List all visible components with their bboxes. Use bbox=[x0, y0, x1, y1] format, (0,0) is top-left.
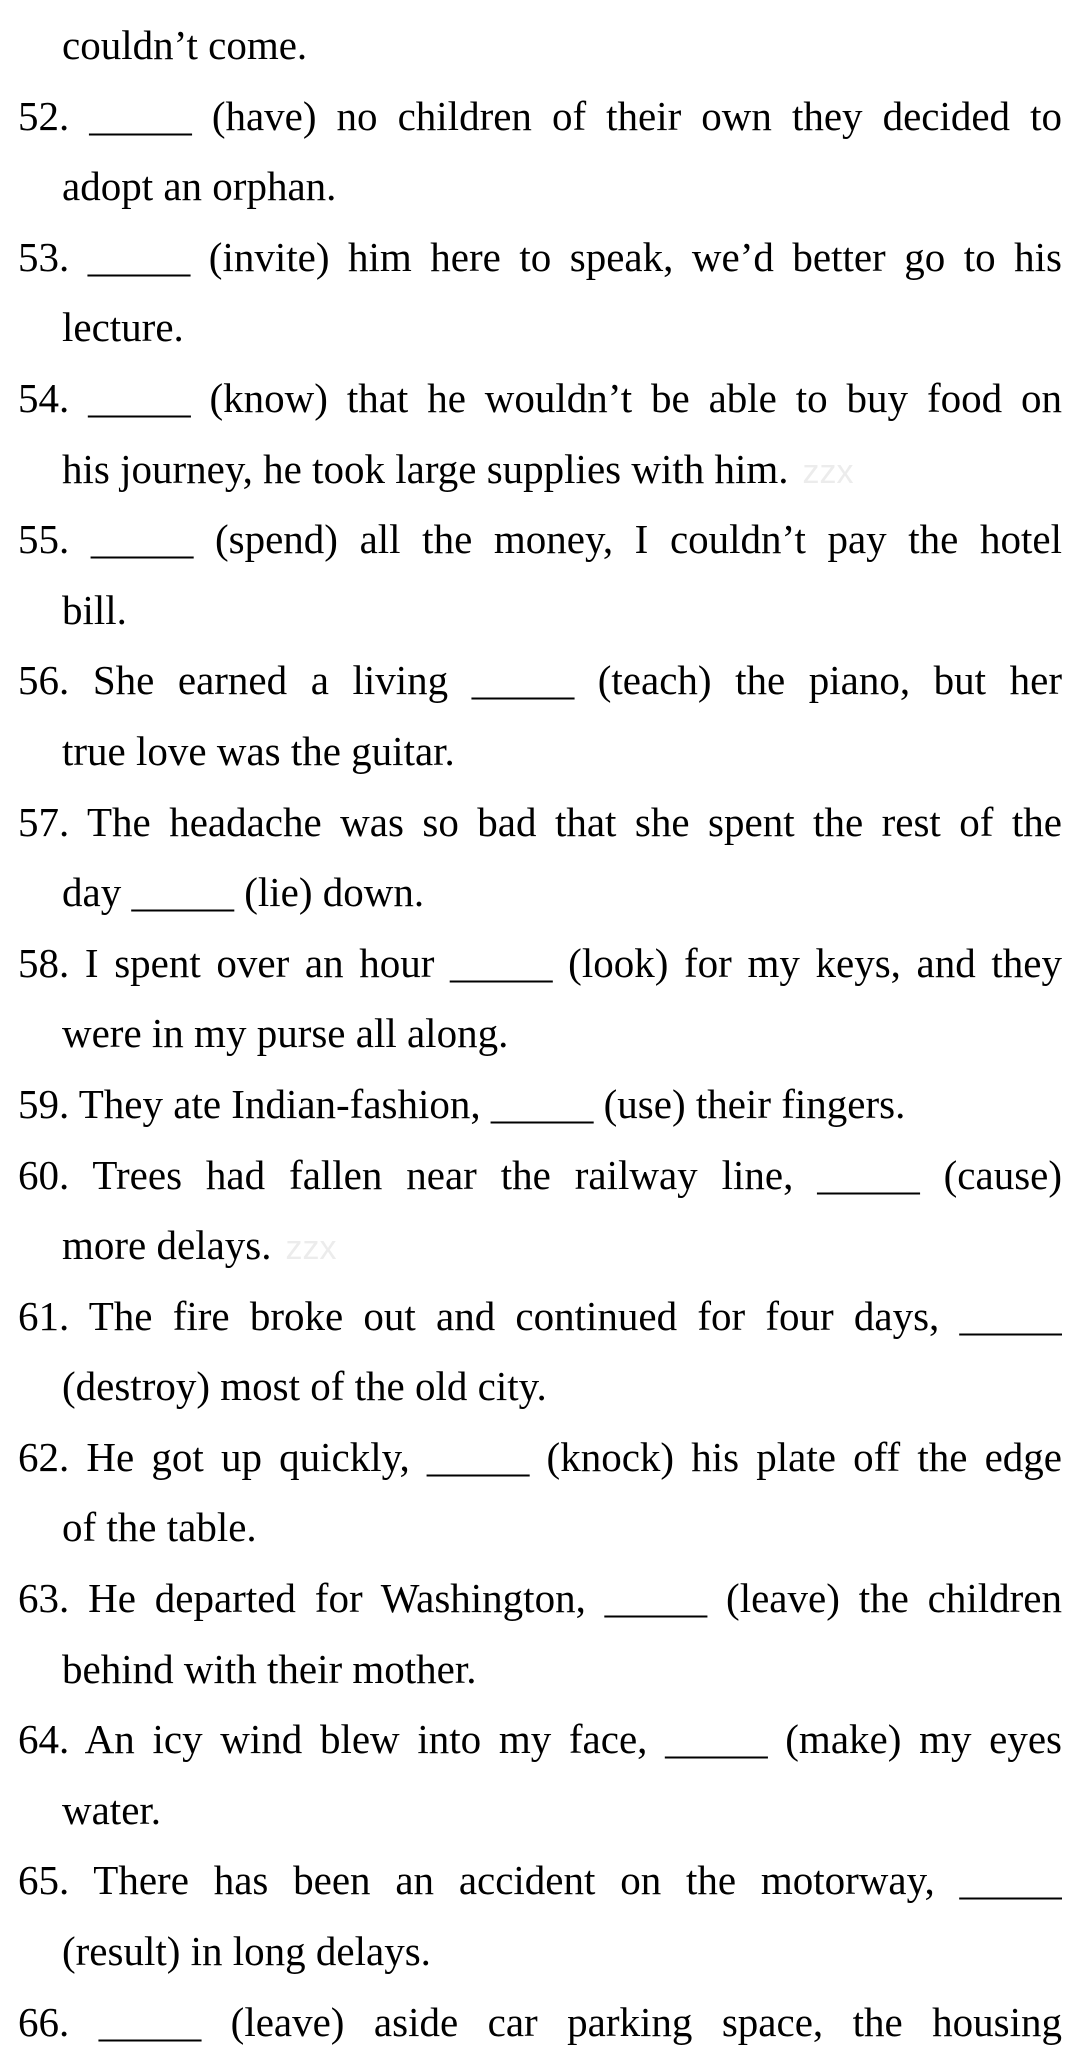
text-line bbox=[18, 81, 1062, 152]
line-text: were in my purse all along. bbox=[62, 1010, 509, 1057]
text-line bbox=[18, 928, 1062, 999]
line-text: 60. Trees had fallen near the railway line, _____ (cause) bbox=[18, 1151, 1062, 1198]
line-text: more delays. bbox=[62, 1222, 272, 1269]
text-line bbox=[18, 645, 1062, 716]
text-line bbox=[18, 716, 1062, 787]
text-line bbox=[18, 575, 1062, 646]
line-text: bill. bbox=[62, 586, 127, 633]
text-line bbox=[18, 1916, 1062, 1987]
text-line bbox=[18, 1492, 1062, 1563]
line-text: 56. She earned a living _____ (teach) the piano, but her bbox=[18, 657, 1062, 704]
text-line bbox=[18, 1634, 1062, 1705]
line-text: 54. _____ (know) that he wouldn’t be able to buy food on bbox=[18, 374, 1062, 421]
line-text: lecture. bbox=[62, 304, 184, 351]
text-line bbox=[18, 1351, 1062, 1422]
line-text: water. bbox=[62, 1786, 162, 1833]
text-line bbox=[18, 504, 1062, 575]
line-text: his journey, he took large supplies with him. bbox=[62, 445, 789, 492]
line-text: 62. He got up quickly, _____ (knock) his plate off the edge bbox=[18, 1433, 1062, 1480]
line-text: 66. _____ (leave) aside car parking space, the housing bbox=[18, 1998, 1062, 2045]
text-line bbox=[18, 151, 1062, 222]
text-line bbox=[18, 1281, 1062, 1352]
line-text: 65. There has been an accident on the motorway, _____ bbox=[18, 1857, 1062, 1904]
line-text: 63. He departed for Washington, _____ (leave) the children bbox=[18, 1575, 1062, 1622]
line-text: 61. The fire broke out and continued for four days, _____ bbox=[18, 1292, 1062, 1339]
text-line bbox=[18, 1422, 1062, 1493]
watermark: zzx bbox=[802, 452, 854, 491]
text-line bbox=[18, 1069, 1062, 1140]
text-line bbox=[18, 1563, 1062, 1634]
line-text: 52. _____ (have) no children of their own they decided to bbox=[18, 92, 1062, 139]
line-text: 55. _____ (spend) all the money, I couldn’t pay the hotel bbox=[18, 516, 1062, 563]
text-line bbox=[18, 1775, 1062, 1846]
line-text: of the table. bbox=[62, 1504, 257, 1551]
text-line bbox=[18, 222, 1062, 293]
text-line bbox=[18, 787, 1062, 858]
line-text: behind with their mother. bbox=[62, 1645, 477, 1692]
text-line bbox=[18, 363, 1062, 434]
text-line bbox=[18, 434, 1062, 505]
document-page bbox=[18, 10, 1062, 2057]
text-line bbox=[18, 857, 1062, 928]
line-text: 64. An icy wind blew into my face, _____ (make) my eyes bbox=[18, 1716, 1062, 1763]
exercise-text bbox=[18, 10, 1062, 2057]
line-text: 59. They ate Indian-fashion, _____ (use) their fingers. bbox=[18, 1080, 906, 1127]
text-line bbox=[18, 1987, 1062, 2058]
watermark: zzx bbox=[285, 1229, 337, 1268]
line-text: day _____ (lie) down. bbox=[62, 869, 425, 916]
line-text: adopt an orphan. bbox=[62, 163, 337, 210]
text-line bbox=[18, 1704, 1062, 1775]
text-line bbox=[18, 998, 1062, 1069]
line-text: 57. The headache was so bad that she spent the rest of the bbox=[18, 798, 1062, 845]
text-line bbox=[18, 292, 1062, 363]
text-line bbox=[18, 1845, 1062, 1916]
text-line bbox=[18, 1140, 1062, 1211]
line-text: (result) in long delays. bbox=[62, 1928, 431, 1975]
text-line bbox=[18, 10, 1062, 81]
line-text: true love was the guitar. bbox=[62, 727, 455, 774]
line-text: 53. _____ (invite) him here to speak, we’d better go to his bbox=[18, 233, 1062, 280]
line-text: couldn’t come. bbox=[62, 22, 308, 68]
text-line bbox=[18, 1210, 1062, 1281]
line-text: 58. I spent over an hour _____ (look) for my keys, and they bbox=[18, 939, 1062, 986]
line-text: (destroy) most of the old city. bbox=[62, 1363, 547, 1410]
